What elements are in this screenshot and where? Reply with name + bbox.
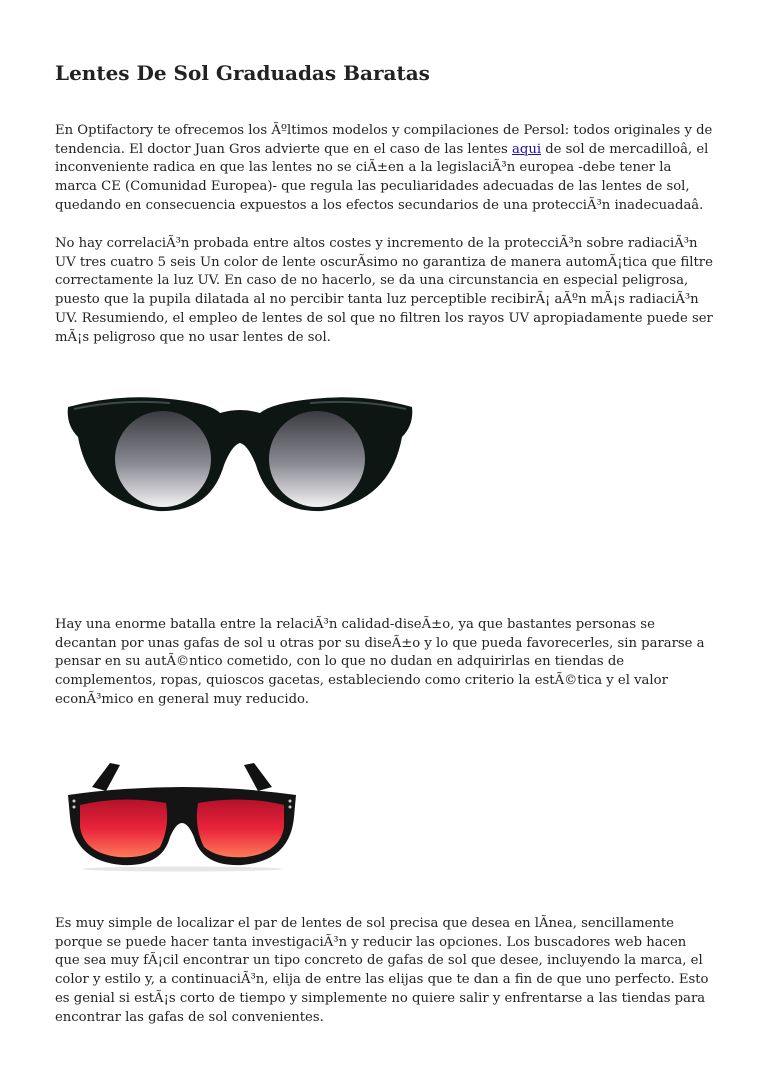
- paragraph-design-quality: Hay una enorme batalla entre la relaciÃ³n calidad-diseÃ±o, ya que bastantes personas se decantan por unas gafas de sol u otras por su diseÃ±o y lo que pueda favorecerles, sin pararse a pensar en su autÃ©ntico cometido, con lo que no dudan en adquirirlas en tiendas de complementos, ropas, quioscos gacetas, estableciendo como criterio la estÃ©tica y el valor econÃ³mico en general muy reducido.: [55, 617, 705, 707]
- paragraph-intro: [55, 122, 715, 216]
- paragraph-uv-protection: No hay correlaciÃ³n probada entre altos costes y incremento de la protecciÃ³n sobre radiaciÃ³n UV tres cuatro 5 seis Un color de lente oscurÃsimo no garantiza de manera automÃ¡tica que filtre correctamente la luz UV. En caso de no hacerlo, se da una circunstancia en especial peligrosa, puesto que la pupila dilatada al no percibir tanta luz perceptible recibirÃ¡ aÃºn mÃ¡s radiaciÃ³n UV. Resumiendo, el empleo de lentes de sol que no filtren los rayos UV apropiadamente puede ser mÃ¡s peligroso que no usar lentes de sol.: [55, 236, 713, 345]
- page-title: Lentes De Sol Graduadas Baratas: [55, 61, 430, 85]
- cat-eye-sunglasses-image: [60, 385, 420, 515]
- paragraph-intro-text-b: de sol de mercadilloâ, el inconveniente radica en que las lentes no se ciÃ±en a la legislaciÃ³n europea -debe tener la marca CE (Comunidad Europea)- que regula las peculiaridades adecuadas de las lentes de sol, quedando en consecuencia expuestos a los efectos secundarios de una protecciÃ³n inadecuadaâ.: [55, 141, 709, 213]
- red-lens-sunglasses-image: [62, 757, 302, 872]
- aqui-link[interactable]: aqui: [512, 141, 542, 157]
- paragraph-intro-text-a: En Optifactory te ofrecemos los Ãºltimos modelos y compilaciones de Persol: todos originales y de tendencia. El doctor Juan Gros advierte que en el caso de las lentes: [55, 123, 713, 157]
- paragraph-online-shopping: Es muy simple de localizar el par de lentes de sol precisa que desea en lÃnea, sencillamente porque se puede hacer tanta investigaciÃ³n y reducir las opciones. Los buscadores web hacen que sea muy fÃ¡cil encontrar un tipo concreto de gafas de sol que desee, incluyendo la marca, el color y estilo y, a continuaciÃ³n, elija de entre las elijas que te dan a fin de que uno perfecto. Esto es genial si estÃ¡s corto de tiempo y simplemente no quiere salir y enfrentarse a las tiendas para encontrar las gafas de sol convenientes.: [55, 916, 709, 1025]
